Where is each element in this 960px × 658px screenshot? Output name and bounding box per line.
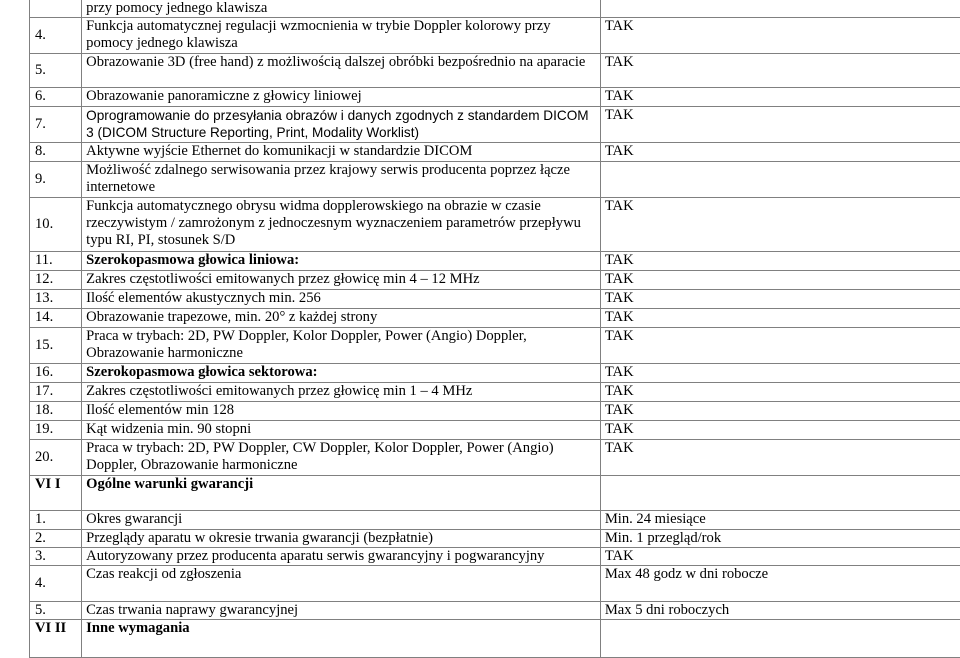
row-number: 18.: [30, 401, 82, 420]
row-number: [30, 0, 82, 18]
row-value: Max 48 godz w dni robocze: [600, 566, 960, 602]
row-number: 19.: [30, 420, 82, 439]
row-description: Czas trwania naprawy gwarancyjnej: [82, 602, 601, 620]
row-value: TAK: [600, 106, 960, 142]
row-value: TAK: [600, 289, 960, 308]
row-description: Kąt widzenia min. 90 stopni: [82, 420, 601, 439]
row-description: Ilość elementów min 128: [82, 401, 601, 420]
row-value: Min. 1 przegląd/rok: [600, 529, 960, 547]
row-number: 15.: [30, 327, 82, 363]
table-row: [30, 602, 960, 620]
row-value: [600, 0, 960, 18]
row-description: Przeglądy aparatu w okresie trwania gwarancji (bezpłatnie): [82, 529, 601, 547]
row-description: Oprogramowanie do przesyłania obrazów i danych zgodnych z standardem DICOM 3 (DICOM Structure Reporting, Print, Modality Worklist): [82, 106, 601, 142]
row-value: TAK: [600, 363, 960, 382]
row-value: TAK: [600, 439, 960, 475]
row-number: 3.: [30, 547, 82, 565]
row-value: TAK: [600, 53, 960, 87]
row-description: Funkcja automatycznego obrysu widma dopplerowskiego na obrazie w czasie rzeczywistym / zamrożonym z jednoczesnym wyznaczeniem parametrów przepływu typu RI, PI, stosunek S/D: [82, 197, 601, 251]
row-value: TAK: [600, 87, 960, 106]
row-description: Ilość elementów akustycznych min. 256: [82, 289, 601, 308]
row-description: Szerokopasmowa głowica sektorowa:: [82, 363, 601, 382]
row-value: TAK: [600, 401, 960, 420]
table-row: [30, 161, 960, 197]
table-row: [30, 547, 960, 565]
table-row: [30, 197, 960, 251]
table-row: [30, 87, 960, 106]
row-value: [600, 475, 960, 510]
table-row: [30, 0, 960, 18]
table-row: [30, 510, 960, 529]
row-value: TAK: [600, 382, 960, 401]
row-value: TAK: [600, 197, 960, 251]
row-value: TAK: [600, 327, 960, 363]
row-description: Praca w trybach: 2D, PW Doppler, CW Doppler, Kolor Doppler, Power (Angio) Doppler, Obrazowanie harmoniczne: [82, 439, 601, 475]
requirements-table: [29, 0, 960, 658]
table-row: [30, 289, 960, 308]
table-row: [30, 566, 960, 602]
row-description: Obrazowanie 3D (free hand) z możliwością dalszej obróbki bezpośrednio na aparacie: [82, 53, 601, 87]
table-row: [30, 308, 960, 327]
row-description: Możliwość zdalnego serwisowania przez krajowy serwis producenta poprzez łącze internetowe: [82, 161, 601, 197]
row-number: 12.: [30, 270, 82, 289]
row-number: 6.: [30, 87, 82, 106]
row-number: 8.: [30, 142, 82, 161]
row-value: TAK: [600, 420, 960, 439]
row-number: 5.: [30, 53, 82, 87]
row-description: Praca w trybach: 2D, PW Doppler, Kolor Doppler, Power (Angio) Doppler, Obrazowanie harmoniczne: [82, 327, 601, 363]
section-title: Inne wymagania: [82, 620, 601, 658]
table-row: [30, 142, 960, 161]
row-number: 16.: [30, 363, 82, 382]
table-row: [30, 18, 960, 53]
row-description: Szerokopasmowa głowica liniowa:: [82, 251, 601, 270]
section-number: VI II: [30, 620, 82, 658]
table-row: [30, 439, 960, 475]
table-row: [30, 529, 960, 547]
row-description: Zakres częstotliwości emitowanych przez głowicę min 1 – 4 MHz: [82, 382, 601, 401]
row-description: Aktywne wyjście Ethernet do komunikacji w standardzie DICOM: [82, 142, 601, 161]
row-number: 4.: [30, 566, 82, 602]
row-number: 13.: [30, 289, 82, 308]
row-number: 17.: [30, 382, 82, 401]
row-number: 9.: [30, 161, 82, 197]
row-description: Autoryzowany przez producenta aparatu serwis gwarancyjny i pogwarancyjny: [82, 547, 601, 565]
section-number: VI I: [30, 475, 82, 510]
row-value: Min. 24 miesiące: [600, 510, 960, 529]
section-title: Ogólne warunki gwarancji: [82, 475, 601, 510]
row-number: 5.: [30, 602, 82, 620]
table-row: [30, 270, 960, 289]
row-description: Okres gwarancji: [82, 510, 601, 529]
table-row: [30, 251, 960, 270]
row-number: 10.: [30, 197, 82, 251]
table-row: [30, 106, 960, 142]
row-value: Max 5 dni roboczych: [600, 602, 960, 620]
table-row: [30, 401, 960, 420]
row-number: 20.: [30, 439, 82, 475]
row-value: TAK: [600, 270, 960, 289]
row-description: Zakres częstotliwości emitowanych przez głowicę min 4 – 12 MHz: [82, 270, 601, 289]
row-number: 4.: [30, 18, 82, 53]
row-value: [600, 620, 960, 658]
table-row: [30, 363, 960, 382]
row-description: Obrazowanie trapezowe, min. 20° z każdej strony: [82, 308, 601, 327]
row-value: TAK: [600, 18, 960, 53]
row-number: 1.: [30, 510, 82, 529]
row-value: TAK: [600, 142, 960, 161]
row-value: TAK: [600, 308, 960, 327]
table-row: [30, 382, 960, 401]
row-value: [600, 161, 960, 197]
row-number: 7.: [30, 106, 82, 142]
row-description: Czas reakcji od zgłoszenia: [82, 566, 601, 602]
row-value: TAK: [600, 251, 960, 270]
row-number: 2.: [30, 529, 82, 547]
row-number: 11.: [30, 251, 82, 270]
row-description: przy pomocy jednego klawisza: [82, 0, 601, 18]
table-row: [30, 327, 960, 363]
table-row: [30, 420, 960, 439]
table-row: [30, 620, 960, 658]
row-description: Obrazowanie panoramiczne z głowicy liniowej: [82, 87, 601, 106]
row-number: 14.: [30, 308, 82, 327]
row-description: Funkcja automatycznej regulacji wzmocnienia w trybie Doppler kolorowy przy pomocy jednego klawisza: [82, 18, 601, 53]
row-value: TAK: [600, 547, 960, 565]
table-row: [30, 53, 960, 87]
table-row: [30, 475, 960, 510]
